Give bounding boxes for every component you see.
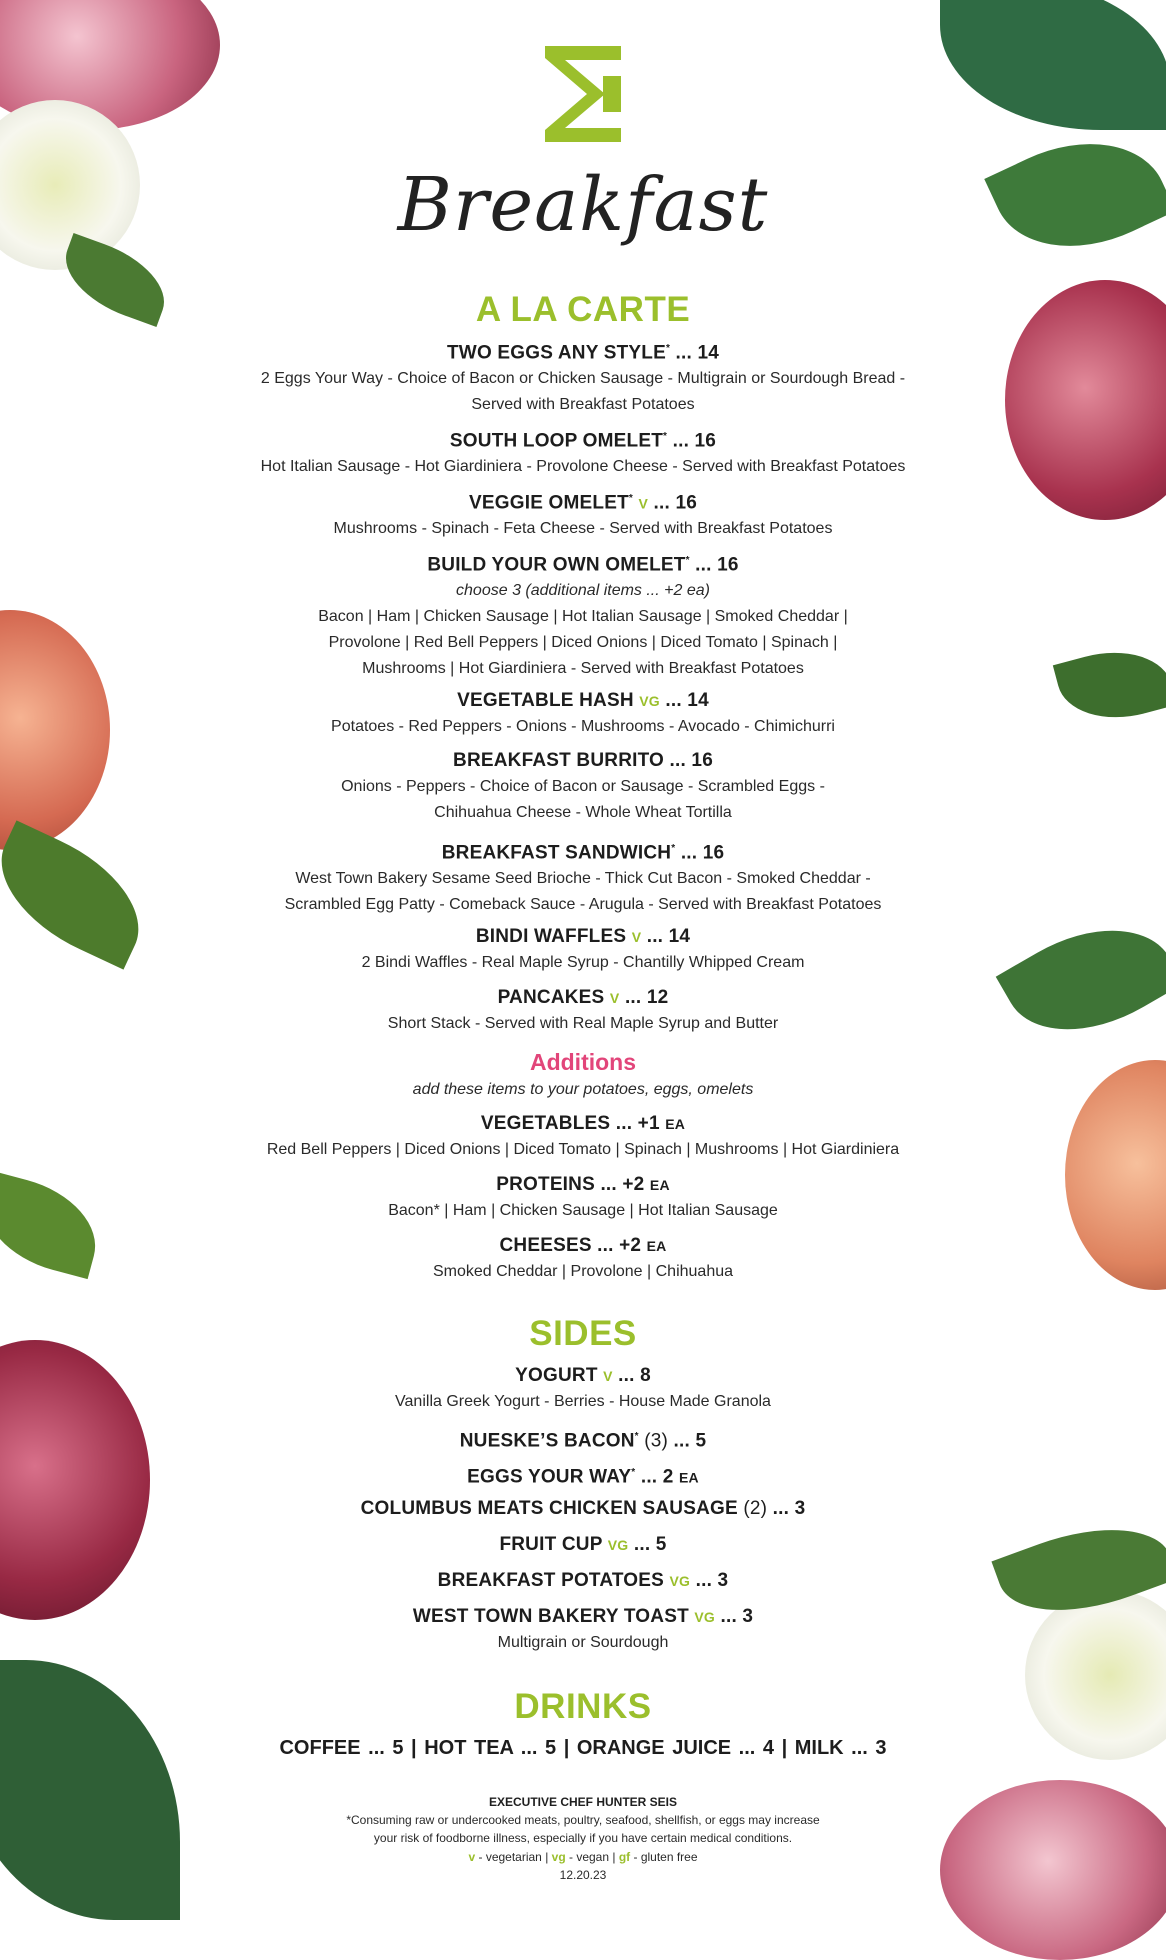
item-description: Scrambled Egg Patty - Comeback Sauce - Arugula - Served with Breakfast Potatoes [284,896,882,914]
rose-decoration-right-upper [1005,280,1166,520]
menu-date: 12.20.23 [559,1868,607,1882]
menu-item [190,424,976,480]
item-description: West Town Bakery Sesame Seed Brioche - Thick Cut Bacon - Smoked Cheddar - [295,870,871,888]
item-description: Potatoes - Red Peppers - Onions - Mushrooms - Avocado - Chimichurri [331,718,835,735]
diet-tag: VG [639,693,660,709]
item-title: BINDI WAFFLES V ... 14 [475,926,691,947]
item-title: SOUTH LOOP OMELET* ... 16 [449,430,717,452]
executive-chef-credit: EXECUTIVE CHEF HUNTER SEIS [488,1795,678,1809]
menu-script-title: Breakfast [397,162,769,248]
addition-group [190,1233,976,1285]
diet-tag: V [631,929,642,945]
diet-tag: V [603,1368,613,1384]
menu-item [190,924,976,976]
menu-page [190,0,976,1920]
item-title: CHEESES ... +2 EA [499,1235,667,1256]
item-description: 2 Bindi Waffles - Real Maple Syrup - Chantilly Whipped Cream [361,954,805,971]
item-description: Red Bell Peppers | Diced Onions | Diced Tomato | Spinach | Mushrooms | Hot Giardiniera [266,1141,900,1158]
side-item: BREAKFAST POTATOES VG ... 3 [437,1570,729,1591]
item-description: Mushrooms | Hot Giardiniera - Served with Breakfast Potatoes [362,660,804,678]
section-heading-sides: SIDES [529,1314,637,1353]
rose-decoration-right-middle [1065,1060,1166,1290]
menu-item [190,486,976,542]
menu-item [190,836,976,918]
item-description: Mushrooms - Spinach - Feta Cheese - Served with Breakfast Potatoes [333,520,833,538]
item-title: PANCAKES V ... 12 [497,987,669,1008]
diet-tag: V [638,495,649,512]
item-title: TWO EGGS ANY STYLE* ... 14 [447,342,719,364]
item-description: Multigrain or Sourdough [497,1634,669,1651]
item-note: choose 3 (additional items ... +2 ea) [456,582,710,600]
menu-item [190,336,976,418]
item-description: Bacon* | Ham | Chicken Sausage | Hot Italian Sausage [388,1202,778,1219]
section-heading-drinks: DRINKS [514,1687,652,1726]
white-flower-decoration-bottom-right [1025,1590,1166,1760]
side-item: FRUIT CUP VG ... 5 [499,1534,667,1555]
item-description: Chihuahua Cheese - Whole Wheat Tortilla [434,804,732,821]
food-safety-warning: *Consuming raw or undercooked meats, poultry, seafood, shellfish, or eggs may increase [346,1813,820,1827]
leaf-decoration-bottom-left [0,1660,180,1920]
leaf-decoration-top-left [53,233,177,327]
item-description: Hot Italian Sausage - Hot Giardiniera - Provolone Cheese - Served with Breakfast Potatoes [260,458,906,476]
diet-tag: VG [669,1573,691,1589]
diet-tag: VG [694,1609,715,1625]
item-title: VEGETABLE HASH VG ... 14 [457,690,709,711]
brand-monogram-icon [541,42,625,146]
drinks-list: COFFEE ... 5 | HOT TEA ... 5 | ORANGE JUICE ... 4 | MILK ... 3 [279,1737,887,1759]
side-item [190,1604,976,1656]
item-description: Served with Breakfast Potatoes [471,396,695,414]
menu-item [190,548,976,682]
leaf-decoration-right-upper [984,111,1166,278]
menu-item [190,748,976,826]
addition-group [190,1111,976,1163]
item-title: PROTEINS ... +2 EA [496,1174,670,1195]
item-title: YOGURT V ... 8 [515,1365,651,1386]
side-item [190,1363,976,1415]
section-heading-additions: Additions [529,1049,637,1075]
item-description: Vanilla Greek Yogurt - Berries - House Made Granola [395,1393,771,1410]
additions-subtitle: add these items to your potatoes, eggs, omelets [412,1081,754,1098]
side-item: NUESKE’S BACON* (3) ... 5 [459,1430,707,1452]
diet-tag: VG [607,1537,629,1553]
item-description: Short Stack - Served with Real Maple Syrup and Butter [387,1015,779,1032]
section-heading-a-la-carte: A LA CARTE [475,290,691,329]
leaf-decoration-right-middle-2 [996,897,1166,1064]
menu-item [190,985,976,1037]
menu-item [190,688,976,740]
item-description: Provolone | Red Bell Peppers | Diced Onions | Diced Tomato | Spinach | [328,634,838,652]
item-title: VEGETABLES ... +1 EA [480,1113,686,1134]
rose-decoration-bottom-left [0,1340,150,1620]
diet-tag: V [609,990,620,1006]
leaf-decoration-left-lower [0,1171,108,1279]
item-title: BUILD YOUR OWN OMELET* ... 16 [427,554,739,576]
rose-decoration-left-middle [0,610,110,850]
item-description: Bacon | Ham | Chicken Sausage | Hot Italian Sausage | Smoked Cheddar | [318,608,848,626]
diet-legend: v - vegetarian | vg - vegan | gf - gluten free [468,1850,698,1864]
item-title: WEST TOWN BAKERY TOAST VG ... 3 [412,1606,754,1627]
item-title: VEGGIE OMELET* V ... 16 [469,492,697,514]
item-title: BREAKFAST SANDWICH* ... 16 [441,842,725,864]
item-description: Smoked Cheddar | Provolone | Chihuahua [432,1263,734,1280]
item-title: BREAKFAST BURRITO ... 16 [453,750,713,771]
leaf-decoration-left-middle [0,820,162,969]
food-safety-warning: your risk of foodborne illness, especially if you have certain medical conditions. [373,1831,793,1845]
addition-group [190,1172,976,1224]
side-item: EGGS YOUR WAY* ... 2 EA [467,1466,699,1488]
item-description: 2 Eggs Your Way - Choice of Bacon or Chicken Sausage - Multigrain or Sourdough Bread - [260,370,906,388]
side-item: COLUMBUS MEATS CHICKEN SAUSAGE (2) ... 3 [360,1498,806,1519]
item-description: Onions - Peppers - Choice of Bacon or Sausage - Scrambled Eggs - [341,778,825,795]
leaf-decoration-right-middle [1053,637,1166,733]
